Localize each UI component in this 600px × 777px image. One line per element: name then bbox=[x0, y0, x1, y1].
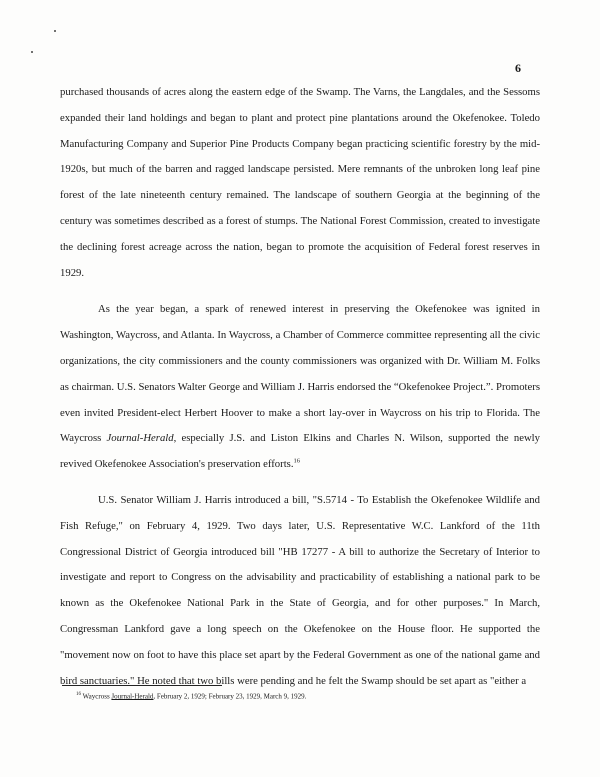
footnote bbox=[76, 690, 536, 701]
footnote-reference: 16 bbox=[293, 457, 301, 465]
footnote-dates: , February 2, 1929; February 23, 1929, March 9, 1929. bbox=[153, 692, 307, 701]
page-number: 6 bbox=[515, 61, 521, 75]
paragraph-2-text-b: , especially J.S. and Liston Elkins and Charles N. Wilson, supported the newly revived Okefenokee Association's preservation efforts. bbox=[60, 432, 540, 471]
paragraph-gap bbox=[60, 286, 540, 297]
footnote-newspaper-title: Journal-Herald bbox=[111, 692, 154, 701]
scan-speck bbox=[31, 51, 33, 53]
scan-speck bbox=[54, 30, 56, 32]
footnote-divider bbox=[62, 685, 222, 686]
paragraph-2 bbox=[60, 297, 540, 478]
paragraph-gap bbox=[60, 478, 540, 488]
paragraph-3: U.S. Senator William J. Harris introduced a bill, "S.5714 - To Establish the Okefenokee Wildlife and Fish Refuge," on February 4, 1929. Two days later, U.S. Representative W.C. Lankford of the 11th Congressional District of Georgia introduced bill "HB 17277 - A bill to authorize the Secretary of Interior to investigate and report to Congress on the advisability and practicability of establishing a national park to be known as the Okefenokee National Park in the State of Georgia, and for other purposes." In March, Congressman Lankford gave a long speech on the Okefenokee on the House floor. He supported the "movement now on foot to have this place set apart by the Federal Government as one of the national game and bird sanctuaries." He noted that two bills were pending and he felt the Swamp should be set apart as "either a bbox=[60, 493, 540, 687]
paragraph-2-text-a: As the year began, a spark of renewed interest in preserving the Okefenokee was ignited in Washington, Waycross, and Atlanta. In Waycross, a Chamber of Commerce committee representing all the civic organizations, the city commissioners and the county commissioners was organized with Dr. William M. Folks as chairman. U.S. Senators Walter George and William J. Harris endorsed the “Okefenokee Project.”. Promoters even invited President-elect Herbert Hoover to make a short lay-over in Waycross on his trip to Florida. The Waycross bbox=[60, 303, 540, 445]
footnote-prefix: Waycross bbox=[82, 692, 112, 701]
paragraph-1: purchased thousands of acres along the eastern edge of the Swamp. The Varns, the Langdales, and the Sessoms expanded their land holdings and began to plant and protect pine plantations around the Okefenokee. Toledo Manufacturing Company and Superior Pine Products Company began practicing scientific forestry by the mid-1920s, but much of the barren and ragged landscape persisted. Mere remnants of the unbroken long leaf pine forest of the late nineteenth century remained. The landscape of southern Georgia at the beginning of the century was sometimes described as a forest of stumps. The National Forest Commission, created to investigate the declining forest acreage across the nation, began to promote the acquisition of Federal forest reserves in 1929. bbox=[60, 86, 540, 279]
newspaper-title: Journal-Herald bbox=[106, 432, 174, 445]
body-text bbox=[60, 80, 540, 694]
footnote-number: 16 bbox=[76, 692, 81, 697]
